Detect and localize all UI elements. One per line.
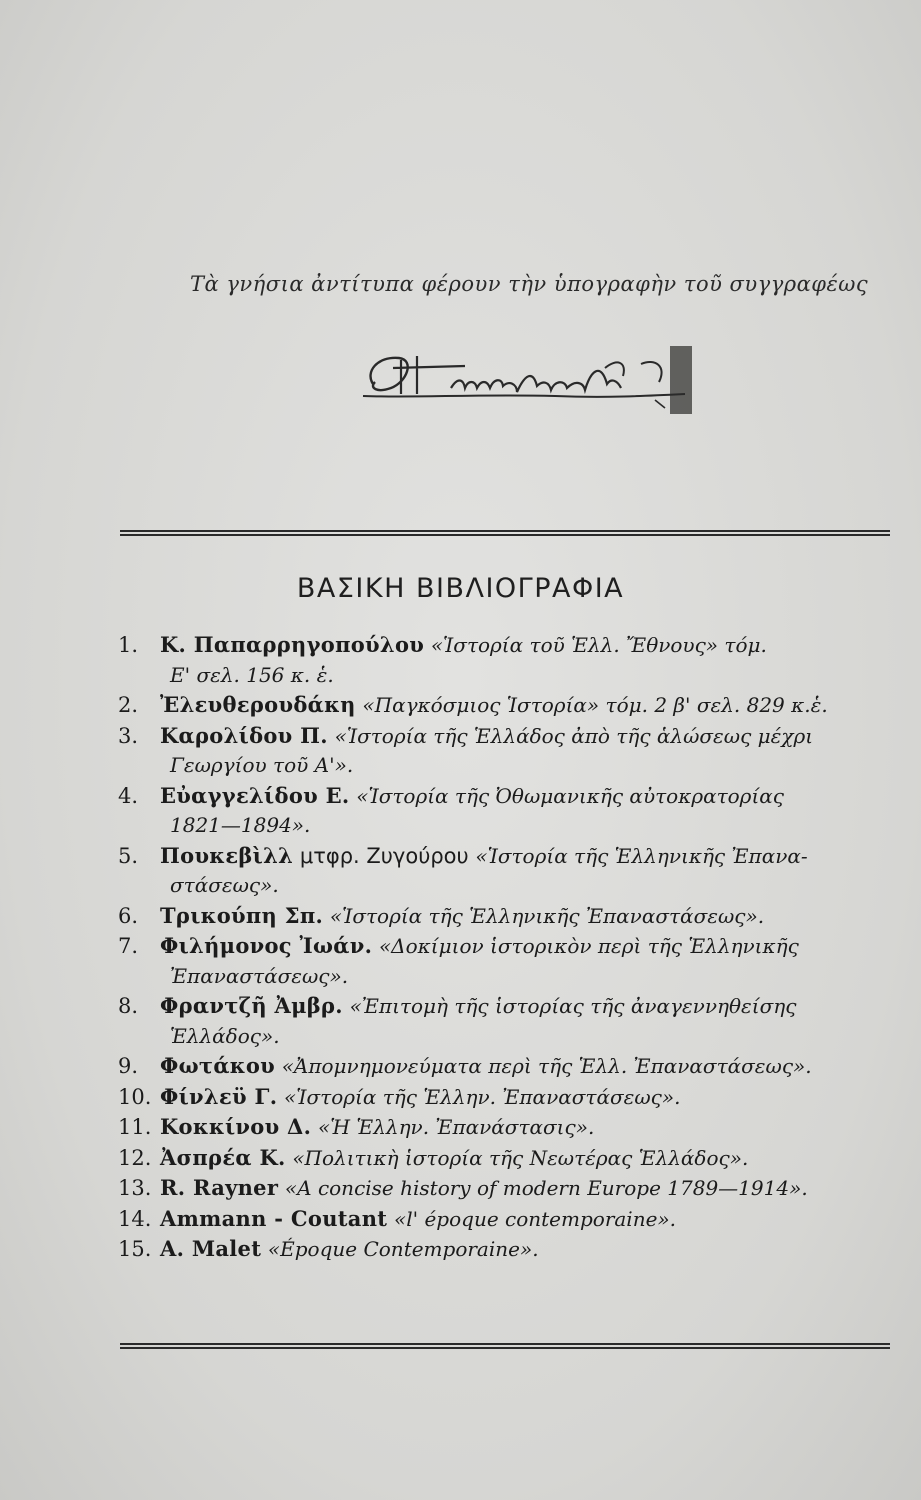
list-item: 7. Φιλήμονος Ἰωάν. «Δοκίμιον ἱστορικὸν περὶ τῆς Ἑλληνικῆς Ἐπαναστάσεως». bbox=[118, 933, 799, 988]
author-signature bbox=[355, 338, 700, 420]
list-item: 8. Φραντζῆ Ἀμβρ. «Ἐπιτομὴ τῆς ἱστορίας τῆς ἀναγεννηθείσης Ἑλλάδος». bbox=[118, 993, 797, 1048]
list-item: 2. Ἐλευθερουδάκη «Παγκόσμιος Ἱστορία» τόμ. 2 β' σελ. 829 κ.ἑ. bbox=[118, 692, 828, 717]
bottom-double-rule bbox=[120, 1343, 890, 1349]
list-item: 4. Εὐαγγελίδου Ε. «Ἱστορία τῆς Ὀθωμανικῆς αὐτοκρατορίας 1821—1894». bbox=[118, 782, 784, 837]
list-item: 9. Φωτάκου «Ἀπομνημονεύματα περὶ τῆς Ἑλλ. Ἐπαναστάσεως». bbox=[118, 1053, 812, 1078]
list-item: 13. R. Rayner «A concise history of modern Europe 1789—1914». bbox=[118, 1175, 808, 1200]
list-item: 12. Ἀσπρέα Κ. «Πολιτικὴ ἱστορία τῆς Νεωτέρας Ἑλλάδος». bbox=[118, 1144, 749, 1170]
list-item: 11. Κοκκίνου Δ. «Ἡ Ἑλλην. Ἐπανάστασις». bbox=[118, 1114, 595, 1139]
authenticity-notice: Τὰ γνήσια ἀντίτυπα φέρουν τὴν ὑπογραφὴν τοῦ συγγραφέως bbox=[190, 272, 869, 296]
list-item: 10. Φίνλεϋ Γ. «Ἱστορία τῆς Ἑλλην. Ἐπαναστάσεως». bbox=[118, 1083, 681, 1109]
list-item: 3. Καρολίδου Π. «Ἱστορία τῆς Ἑλλάδος ἀπὸ τῆς ἁλώσεως μέχρι Γεωργίου τοῦ Α'». bbox=[118, 722, 814, 777]
list-item: 14. Ammann - Coutant «l' époque contemporaine». bbox=[118, 1205, 677, 1231]
list-item: 5. Πουκεβὶλλ μτφρ. Ζυγούρου «Ἱστορία τῆς Ἑλληνικῆς Ἐπανα- στάσεως». bbox=[118, 842, 808, 897]
top-double-rule bbox=[120, 530, 890, 536]
bibliography-heading: ΒΑΣΙΚΗ ΒΙΒΛΙΟΓΡΑΦΙΑ bbox=[296, 573, 625, 604]
list-item: 6. Τρικούπη Σπ. «Ἱστορία τῆς Ἑλληνικῆς Ἐπαναστάσεως». bbox=[118, 902, 765, 928]
list-item: 1. Κ. Παπαρρηγοπούλου «Ἱστορία τοῦ Ἑλλ. Ἔθνους» τόμ. Ε' σελ. 156 κ. ἑ. bbox=[118, 632, 767, 687]
bibliography-list bbox=[118, 630, 898, 1265]
list-item: 15. A. Malet «Époque Contemporaine». bbox=[118, 1236, 539, 1261]
